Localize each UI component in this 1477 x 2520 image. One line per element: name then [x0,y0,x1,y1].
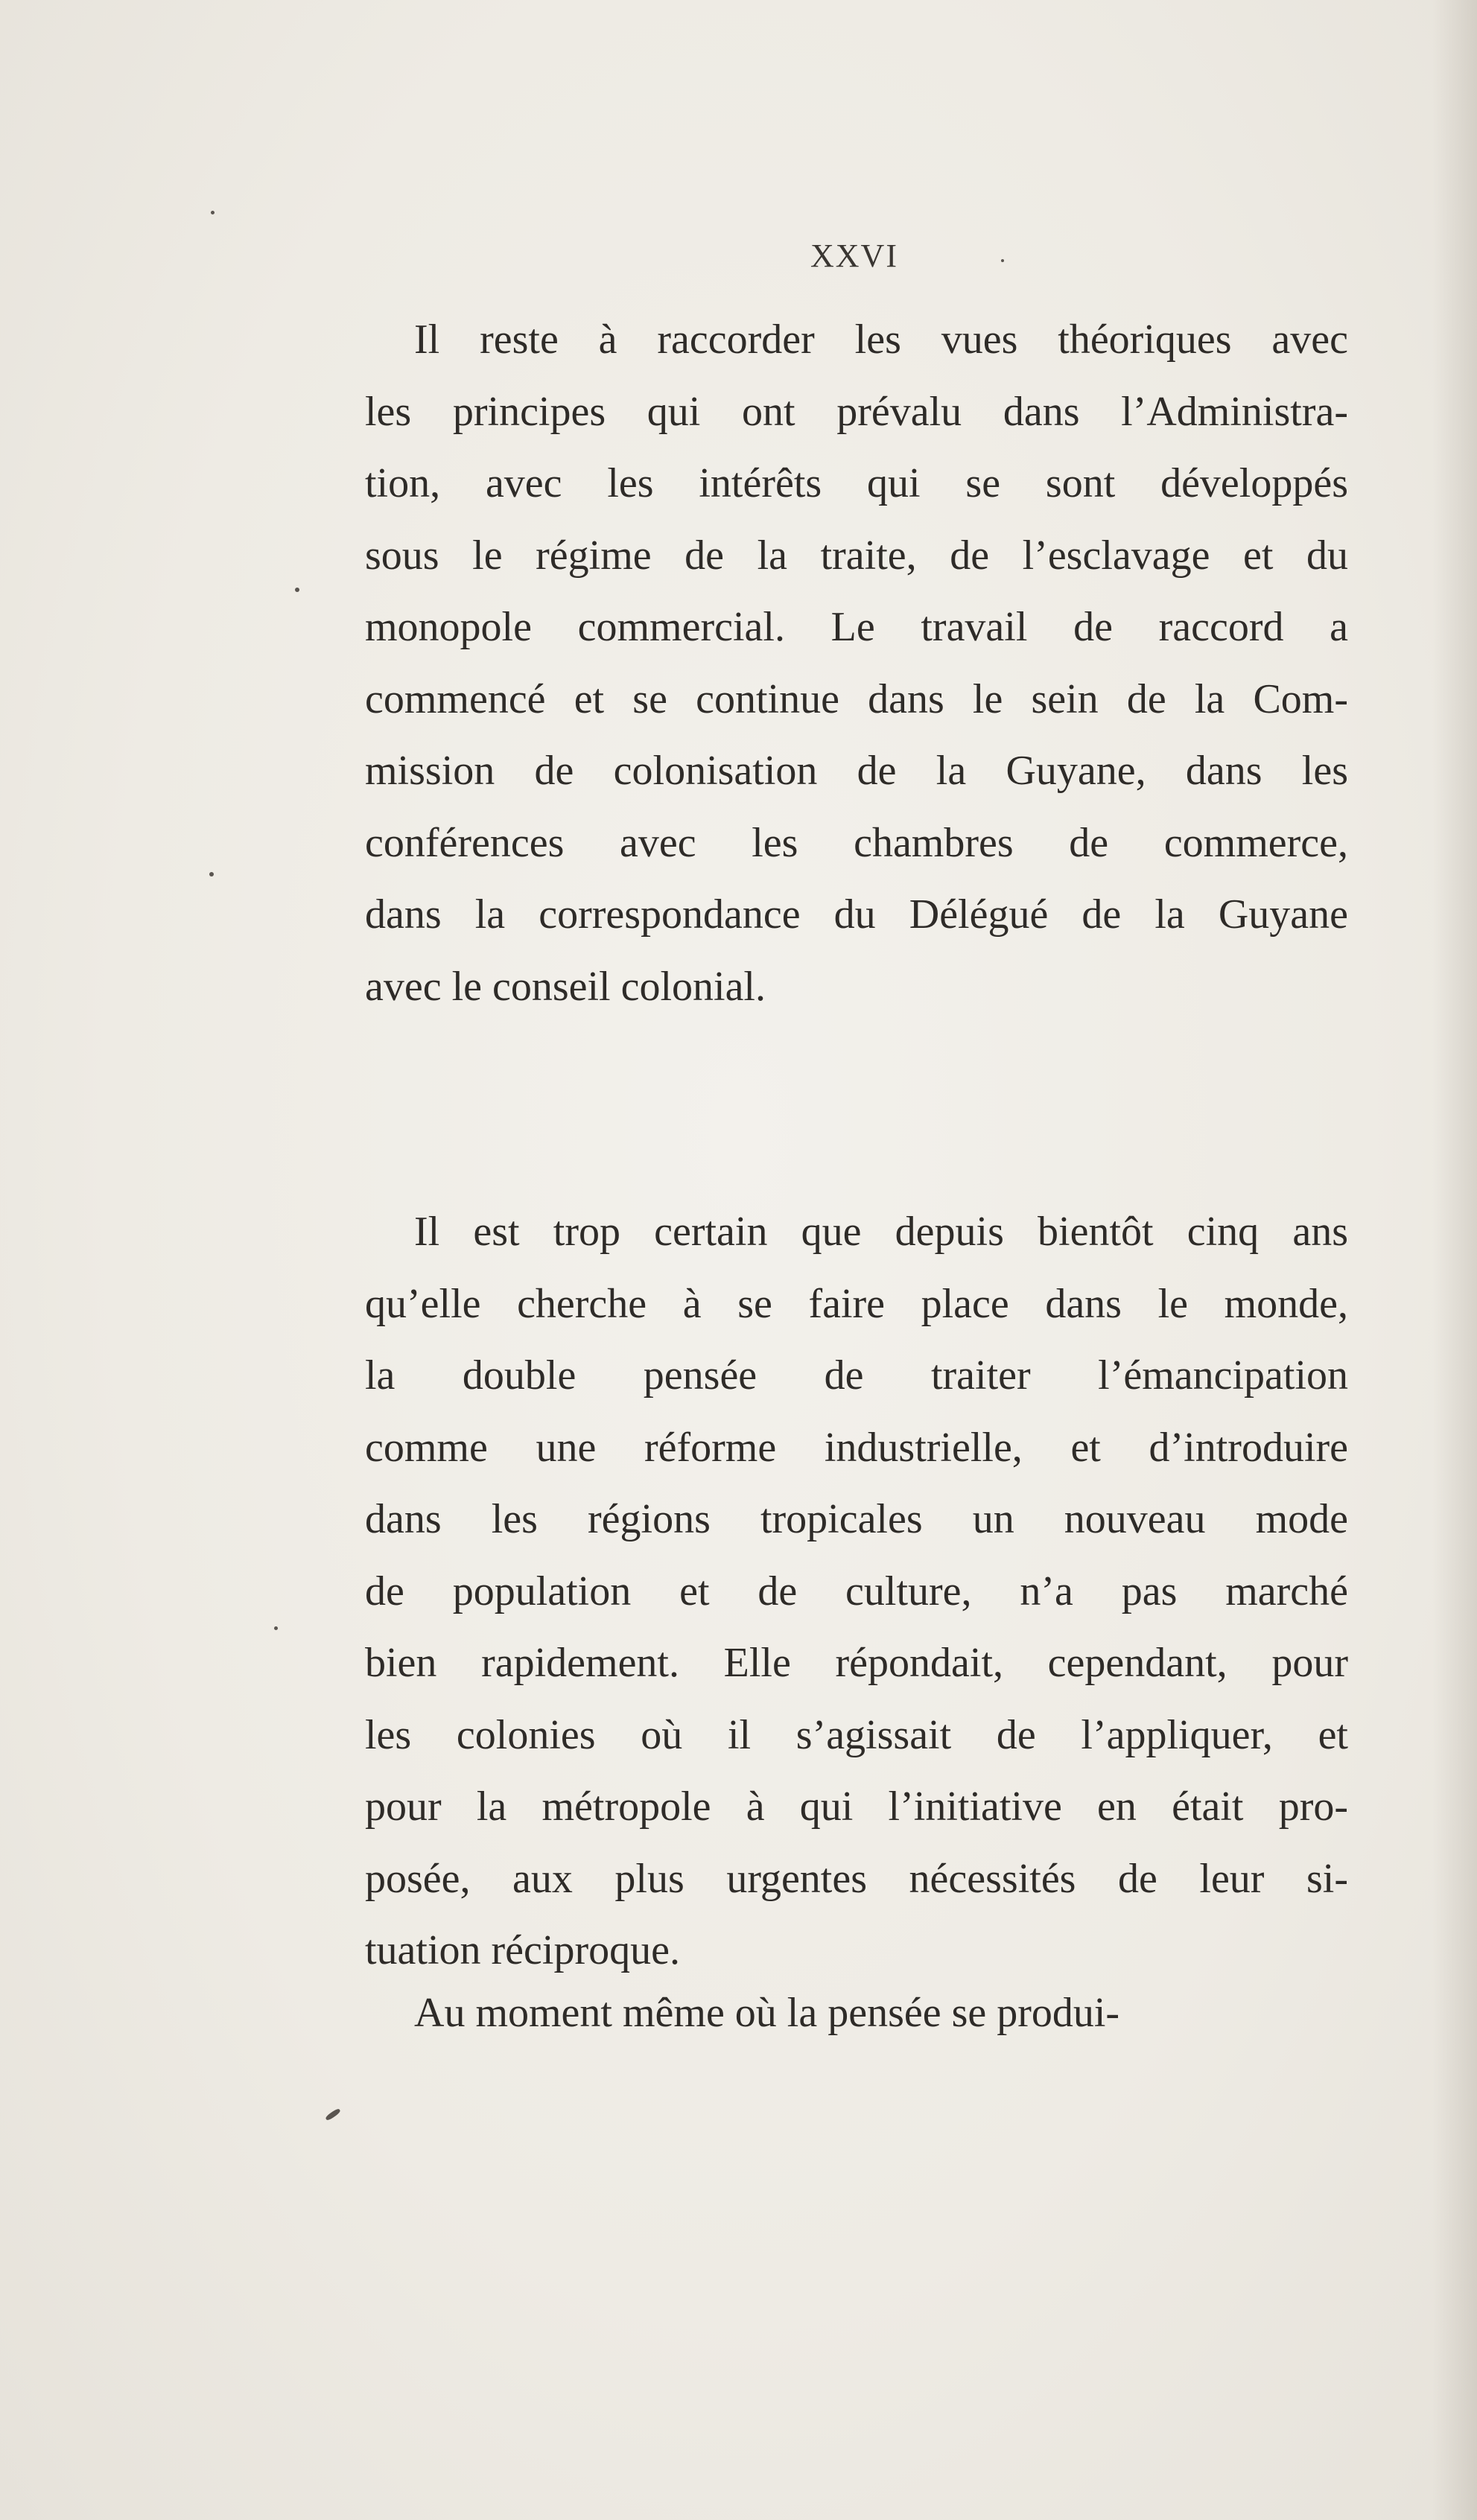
text-line: commencé et se continue dans le sein de la Com- [365,675,1348,722]
text-line: bien rapidement. Elle répondait, cependant, pour [365,1640,1348,1686]
text-line: tion, avec les intérêts qui se sont développés [365,460,1348,506]
text-line: avec le conseil colonial. [365,963,766,1010]
page-number: XXVI [810,238,898,274]
text-line: Il est trop certain que depuis bientôt cinq ans [414,1209,1348,1255]
ink-speck [325,2107,341,2121]
text-line: les colonies où il s’agissait de l’appliquer, et [365,1711,1348,1758]
text-line: monopole commercial. Le travail de raccord a [365,604,1348,650]
ink-speck [274,1626,278,1630]
text-line: dans la correspondance du Délégué de la Guyane [365,891,1348,938]
ink-speck [209,872,214,876]
text-line: mission de colonisation de la Guyane, dans les [365,748,1348,794]
text-line: qu’elle cherche à se faire place dans le monde, [365,1280,1348,1327]
paragraph-3 [365,1977,1348,2049]
ink-speck [211,211,215,214]
gutter-shadow [1432,0,1477,2520]
paragraph-1 [365,304,1348,1022]
text-line: tuation réciproque. [365,1927,680,1973]
text-line: sous le régime de la traite, de l’esclavage et du [365,532,1348,579]
text-line: dans les régions tropicales un nouveau mode [365,1496,1348,1542]
ink-speck [1001,259,1004,262]
text-line: la double pensée de traiter l’émancipation [365,1352,1348,1399]
text-line: Il reste à raccorder les vues théoriques avec [414,316,1348,363]
text-line: les principes qui ont prévalu dans l’Administra- [365,388,1348,435]
ink-speck [295,588,299,592]
text-line: posée, aux plus urgentes nécessités de leur si- [365,1855,1348,1902]
text-line: Au moment même où la pensée se produi- [414,1990,1120,2036]
paragraph-2 [365,1196,1348,1987]
text-line: conférences avec les chambres de commerce, [365,819,1348,866]
text-line: comme une réforme industrielle, et d’introduire [365,1424,1348,1471]
text-line: pour la métropole à qui l’initiative en était pro- [365,1784,1348,1830]
text-line: de population et de culture, n’a pas marché [365,1568,1348,1614]
